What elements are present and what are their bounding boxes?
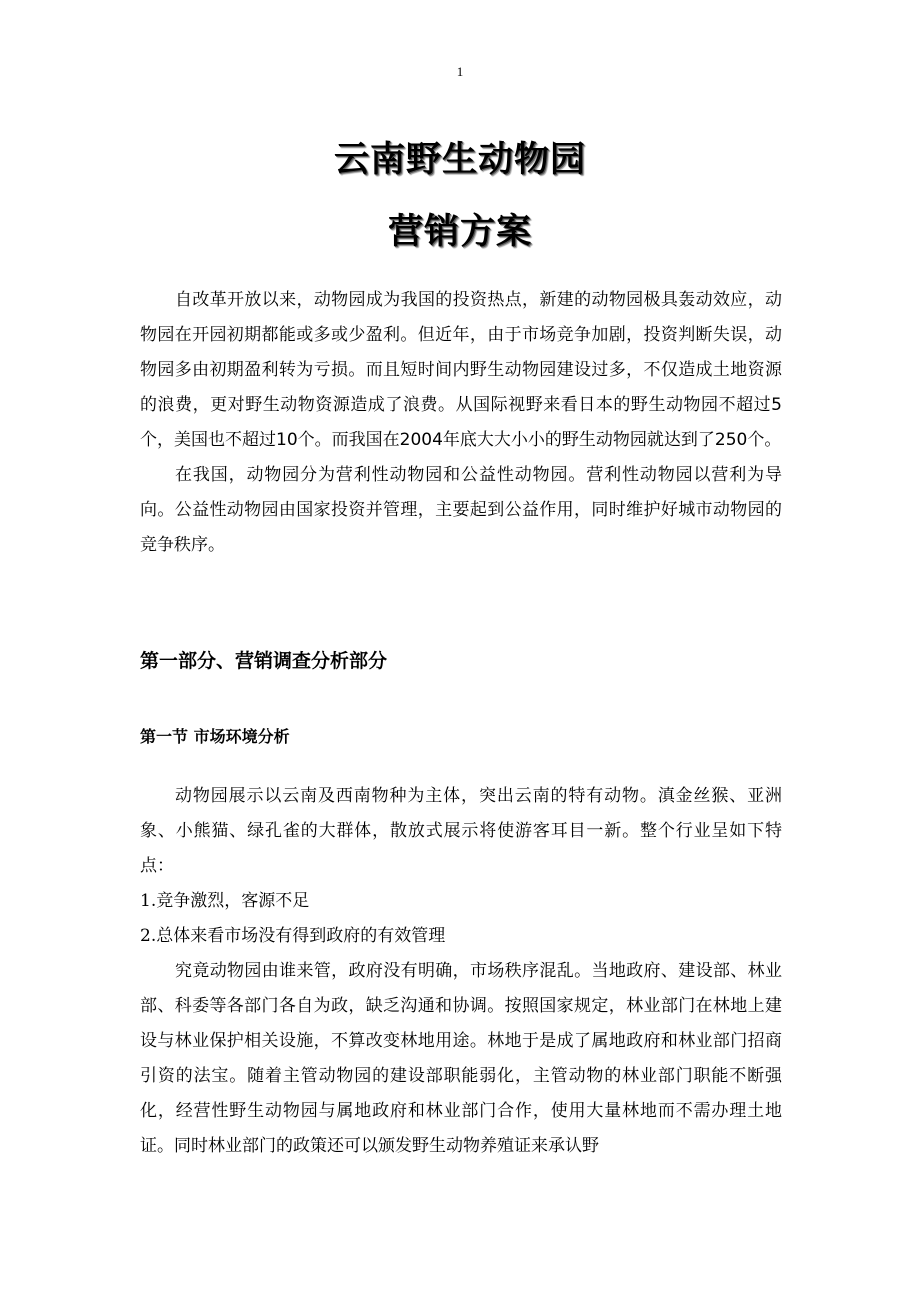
list-item-1: 1.竞争激烈，客源不足 <box>140 891 310 911</box>
intro-p1-number-china: 250 <box>714 430 748 450</box>
intro-p1-text-b: 个，美国也不超过 <box>140 430 276 450</box>
market-paragraph-2: 究竟动物园由谁来管，政府没有明确，市场秩序混乱。当地政府、建设部、林业部、科委等各部门各自为政，缺乏沟通和协调。按照国家规定，林业部门在林地上建设与林业保护相关设施，不算改变林地用途。林地于是成了属地政府和林业部门招商引资的法宝。随着主管动物园的建设部职能弱化，主管动物的林业部门职能不断强化，经营性野生动物园与属地政府和林业部门合作，使用大量林地而不需办理土地证。同时林业部门的政策还可以颁发野生动物养殖证来承认野 <box>140 961 782 1156</box>
section-1-heading: 第一节 市场环境分析 <box>140 727 290 746</box>
intro-p1-text-a: 自改革开放以来，动物园成为我国的投资热点，新建的动物园极具轰动效应，动物园在开园初期都能或多或少盈利。但近年，由于市场竞争加剧，投资判断失误，动物园多由初期盈利转为亏损。而且短时间内野生动物园建设过多，不仅造成土地资源的浪费，更对野生动物资源造成了浪费。从国际视野来看日本的野生动物园不超过 <box>140 290 782 415</box>
market-paragraph-1: 动物园展示以云南及西南物种为主体，突出云南的特有动物。滇金丝猴、亚洲象、小熊猫、绿孔雀的大群体，散放式展示将使游客耳目一新。整个行业呈如下特点： <box>140 786 782 876</box>
part-1-heading: 第一部分、营销调查分析部分 <box>140 650 388 672</box>
intro-paragraph-1 <box>140 283 782 458</box>
list-item-2: 2.总体来看市场没有得到政府的有效管理 <box>140 926 446 946</box>
document-title-line-2: 营销方案 <box>387 212 532 252</box>
intro-p1-number-usa: 10 <box>276 430 298 450</box>
intro-p1-number-japan: 5 <box>771 395 782 415</box>
intro-p1-text-e: 个。 <box>747 430 782 450</box>
market-environment-section <box>140 779 782 1164</box>
document-title-line-1: 云南野生动物园 <box>333 140 586 180</box>
intro-paragraph-2: 在我国，动物园分为营利性动物园和公益性动物园。营利性动物园以营利为导向。公益性动物园由国家投资并管理，主要起到公益作用，同时维护好城市动物园的竞争秩序。 <box>140 465 782 555</box>
intro-p1-text-c: 个。而我国在 <box>297 430 400 450</box>
intro-p1-text-d: 年底大大小小的野生动物园就达到了 <box>442 430 715 450</box>
intro-section <box>140 283 782 563</box>
page-number: 1 <box>456 64 464 79</box>
intro-p1-number-year: 2004 <box>399 430 443 450</box>
